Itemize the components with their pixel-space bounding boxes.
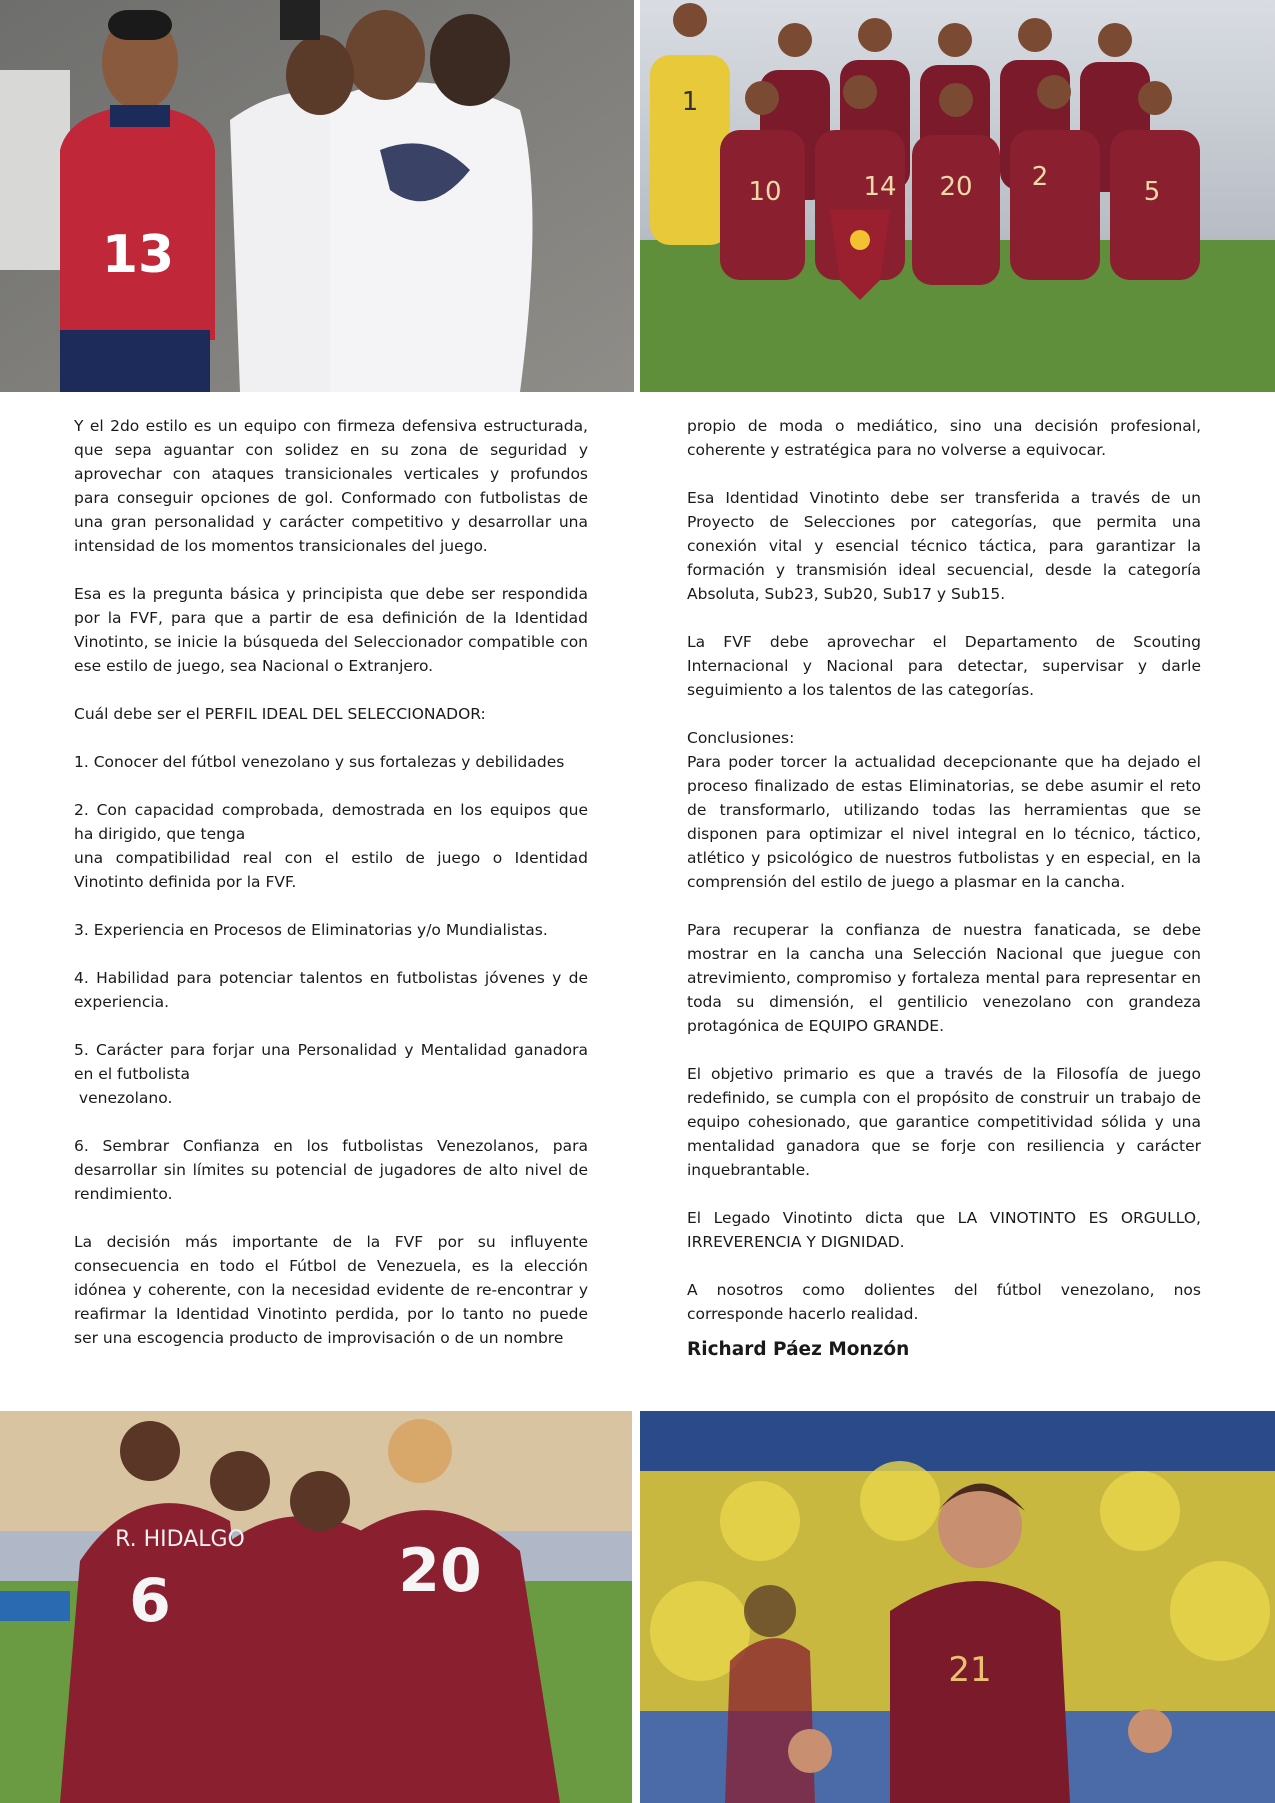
- number-2: 2: [1031, 162, 1049, 192]
- list-item: 3. Experiencia en Procesos de Eliminatorias y/o Mundialistas.: [74, 921, 548, 939]
- number-20-back: 20: [398, 1536, 482, 1606]
- list-item: 1. Conocer del fútbol venezolano y sus fortalezas y debilidades: [74, 753, 565, 771]
- number-21: 21: [948, 1650, 992, 1690]
- paragraph: Esa es la pregunta básica y principista que debe ser respondida por la FVF, para que a partir de esa definición de la Identidad Vinotinto, se inicie la búsqueda del Seleccionador compatible con ese estilo de juego, sea Nacional o Extranjero.: [74, 585, 588, 675]
- venezuela-team-photo: [640, 0, 1275, 392]
- paragraph: Esa Identidad Vinotinto debe ser transferida a través de un Proyecto de Selecciones por categorías, que permita una conexión vital y esencial técnico táctica, para garantizar la formación y transmisión ideal secuencial, desde la categoría Absoluta, Sub23, Sub20, Sub17 y Sub15.: [687, 489, 1201, 603]
- paragraph: El Legado Vinotinto dicta que LA VINOTINTO ES ORGULLO, IRREVERENCIA Y DIGNIDAD.: [687, 1209, 1201, 1251]
- paragraph: Para recuperar la confianza de nuestra fanaticada, se debe mostrar en la cancha una Selección Nacional que juegue con atrevimiento, compromiso y fortaleza mental para representar en toda su dimensión, el gentilicio venezolano con grandeza protagónica de EQUIPO GRANDE.: [687, 921, 1201, 1035]
- paragraph: La FVF debe aprovechar el Departamento de Scouting Internacional y Nacional para detectar, supervisar y darle seguimiento a los talentos de las categorías.: [687, 633, 1201, 699]
- list-item: 4. Habilidad para potenciar talentos en futbolistas jóvenes y de experiencia.: [74, 969, 588, 1011]
- team-celebration-photo: [0, 1411, 632, 1803]
- list-item: 5. Carácter para forjar una Personalidad y Mentalidad ganadora en el futbolista: [74, 1041, 588, 1083]
- chile-vs-venezuela-photo: [0, 0, 634, 392]
- number-20: 20: [939, 172, 973, 202]
- author-signature: Richard Páez Monzón: [687, 1339, 910, 1360]
- paragraph: Y el 2do estilo es un equipo con firmeza defensiva estructurada, que sepa aguantar con solidez en su zona de seguridad y aprovechar con ataques transicionales verticales y profundos para conseguir opciones de gol. Conformado con futbolistas de una gran personalidad y carácter competitivo y desarrollar una intensidad de los momentos transicionales del juego.: [74, 417, 588, 555]
- paragraph: Para poder torcer la actualidad decepcionante que ha dejado el proceso finalizado de estas Eliminatorias, se debe asumir el reto de transformarlo, utilizando todas las herramientas que se disponen para optimizar el nivel integral en lo técnico, táctico, atlético y psicológico de nuestros futbolistas y en especial, en la comprensión del estilo de juego a plasmar en la cancha.: [687, 753, 1201, 891]
- number-10: 10: [748, 177, 782, 207]
- list-item-continued: una compatibilidad real con el estilo de juego o Identidad Vinotinto definida por la FVF.: [74, 849, 588, 891]
- profile-heading: Cuál debe ser el PERFIL IDEAL DEL SELECCIONADOR:: [74, 705, 486, 723]
- chile-jersey-number: 13: [101, 225, 175, 285]
- article-right-column: [687, 414, 1201, 1362]
- number-6: 6: [129, 1566, 171, 1636]
- list-item-continued: venezolano.: [74, 1089, 173, 1107]
- number-5: 5: [1143, 177, 1161, 207]
- player-celebrating-photo: [640, 1411, 1275, 1803]
- paragraph: La decisión más importante de la FVF por su influyente consecuencia en todo el Fútbol de Venezuela, es la elección idónea y coherente, con la necesidad evidente de re-encontrar y reafirmar la Identidad Vinotinto perdida, por lo tanto no puede ser una escogencia producto de improvisación o de un nombre: [74, 1233, 588, 1347]
- paragraph: propio de moda o mediático, sino una decisión profesional, coherente y estratégica para no volverse a equivocar.: [687, 417, 1201, 459]
- paragraph: A nosotros como dolientes del fútbol venezolano, nos corresponde hacerlo realidad.: [687, 1281, 1201, 1323]
- list-item: 2. Con capacidad comprobada, demostrada en los equipos que ha dirigido, que tenga: [74, 801, 588, 843]
- player-name: R. HIDALGO: [115, 1527, 245, 1552]
- conclusions-heading: Conclusiones:: [687, 729, 795, 747]
- number-14: 14: [863, 172, 897, 202]
- gk-number: 1: [681, 87, 699, 117]
- article-left-column: [74, 414, 588, 1374]
- list-item: 6. Sembrar Confianza en los futbolistas Venezolanos, para desarrollar sin límites su potencial de jugadores de alto nivel de rendimiento.: [74, 1137, 588, 1203]
- paragraph: El objetivo primario es que a través de la Filosofía de juego redefinido, se cumpla con el propósito de construir un trabajo de equipo cohesionado, que garantice competitividad sólida y una mentalidad ganadora que se forje con resiliencia y carácter inquebrantable.: [687, 1065, 1201, 1179]
